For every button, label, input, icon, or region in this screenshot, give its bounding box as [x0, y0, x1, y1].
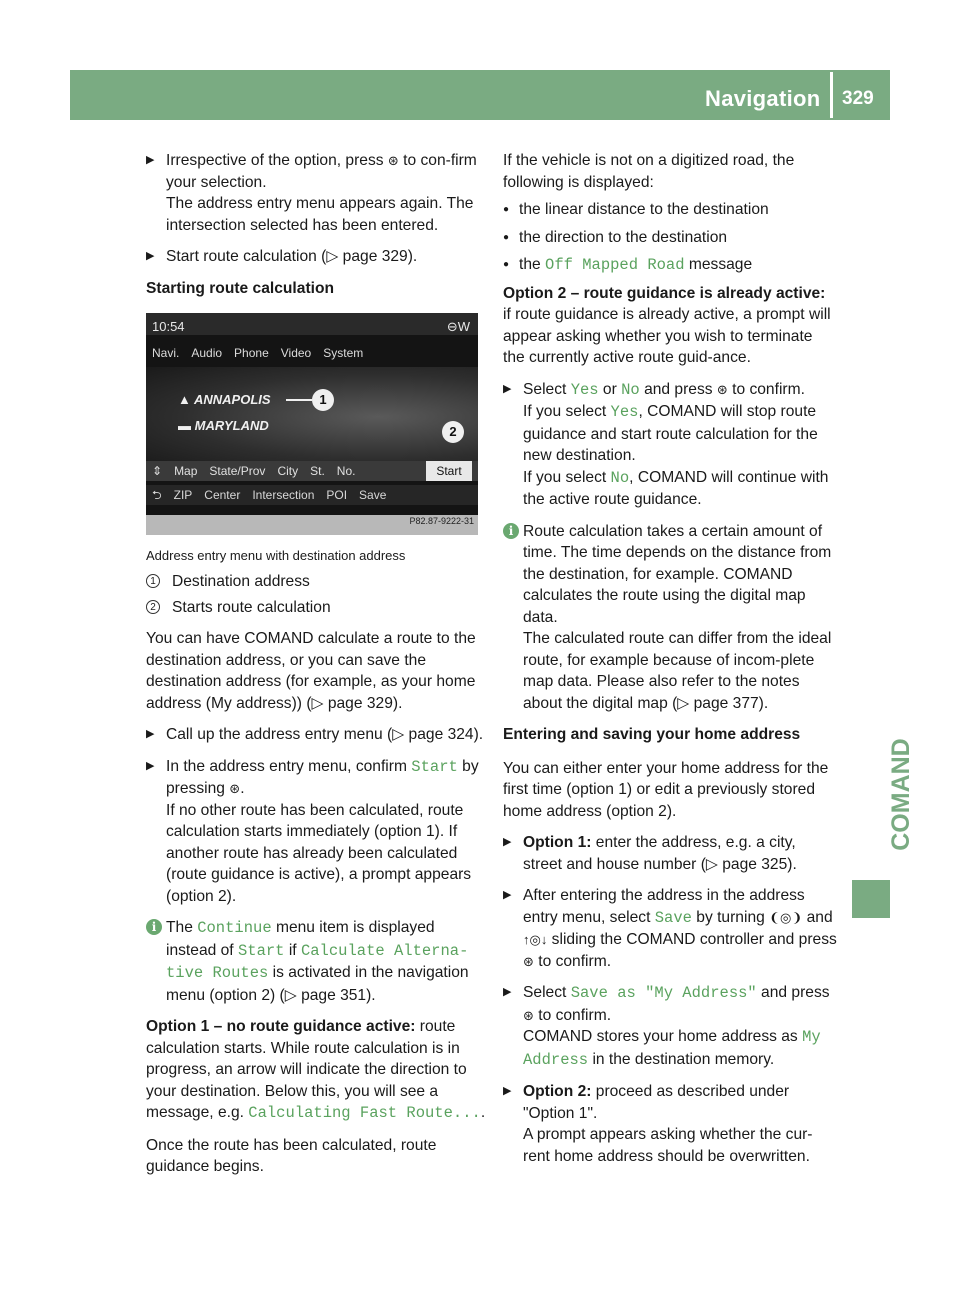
legend-item: 1 Destination address — [146, 571, 486, 593]
menu-code: Save as "My Address" — [570, 984, 757, 1002]
instruction-item: ▶ Select Save as "My Address" and press ⊛ to confirm. COMAND stores your home address as My Address in the destination memory. — [503, 982, 837, 1071]
list-item: ● the direction to the destination — [503, 227, 837, 249]
info-note: i The Continue menu item is displayed instead of Start if Calculate Alterna-tive Routes is activated in the navigation menu (option 2) (▷ page 351). — [146, 917, 486, 1006]
section-title: Navigation — [705, 86, 821, 111]
left-column — [146, 150, 486, 1188]
screen-menu-item: Navi. — [152, 346, 180, 360]
screen-bar-item: Intersection — [252, 488, 315, 502]
page-number: 329 — [842, 88, 874, 109]
menu-code: Off Mapped Road — [545, 256, 685, 274]
screen-bar-item: Center — [204, 488, 241, 502]
instruction-item: ▶ Option 2: proceed as described under "Option 1". A prompt appears asking whether the cur-rent home address should be overwritten. — [503, 1081, 837, 1167]
right-column — [503, 150, 837, 1177]
comand-screenshot — [146, 313, 478, 535]
screen-destination-city: ▲ ANNAPOLIS — [178, 392, 271, 407]
menu-code: Yes — [570, 380, 599, 399]
screen-menu-item: Phone — [234, 346, 269, 360]
screen-start-button: Start — [426, 461, 472, 481]
callout-line — [286, 399, 312, 401]
controller-press-icon: ⊛ — [387, 153, 399, 168]
menu-code: Calculate Alterna-tive Routes — [166, 941, 469, 982]
section-heading: Entering and saving your home address — [503, 726, 801, 743]
screen-main-menu — [146, 343, 478, 363]
legend-number: 2 — [146, 600, 160, 614]
screen-function-bar — [146, 485, 478, 505]
screen-bar-item: POI — [326, 488, 348, 502]
paragraph: You can have COMAND calculate a route to the destination address, or you can save the destination address (for example, as your home address (My address)) (▷ page 329). — [146, 630, 476, 712]
controller-press-icon: ⊛ — [523, 1007, 534, 1023]
menu-code: No — [610, 468, 630, 487]
info-note: i Route calculation takes a certain amount of time. The time depends on the distance from the destination, for example. COMAND calculates the route using the digital map data. The calculated route can differ from the ideal route, for example because of incom-plete map data. Please also refer to the notes about the digital map (▷ page 377). — [503, 521, 837, 715]
screen-bar-item: City — [277, 464, 299, 478]
list-item: ● the Off Mapped Road message — [503, 254, 837, 277]
screen-bar-item: Save — [359, 488, 387, 502]
screen-status-bar — [146, 313, 478, 335]
screen-menu-item: System — [323, 346, 364, 360]
paragraph: Option 1 – no route guidance active: route calculation starts. While route calculation is in progress, an arrow will indicate the direction to your destination. Below this, you will see a message, e.g. Calculating Fast Route.... — [146, 1018, 486, 1122]
paragraph: Once the route has been calculated, route guidance begins. — [146, 1136, 437, 1175]
paragraph: If the vehicle is not on a digitized road, the following is displayed: — [503, 152, 795, 191]
paragraph: Option 2 – route guidance is already active: if route guidance is already active, a prompt will appear asking whether you wish to terminate the currently active route guid-ance. — [503, 284, 831, 366]
info-icon: i — [503, 523, 519, 539]
instruction-item: ▶ Call up the address entry menu (▷ page 324). — [146, 724, 486, 746]
back-icon: ⮌ — [152, 488, 162, 502]
screen-status: ⊖W — [446, 319, 470, 334]
instruction-item: ▶ Start route calculation (▷ page 329). — [146, 246, 486, 268]
controller-turn-icon: ❨◎❩ — [769, 909, 803, 925]
menu-code: Continue — [197, 919, 272, 937]
info-icon: i — [146, 919, 162, 935]
controller-press-icon: ⊛ — [523, 953, 534, 969]
screen-bar-item: ⇕ — [152, 464, 163, 478]
screen-bar-item: ZIP — [173, 488, 193, 502]
callout-1: 1 — [312, 389, 334, 411]
menu-code: Calculating Fast Route... — [248, 1104, 481, 1122]
legend-number: 1 — [146, 574, 160, 588]
screen-bar-item: St. — [310, 464, 325, 478]
screen-menu-item: Video — [280, 346, 312, 360]
screen-time: 10:54 — [152, 319, 185, 334]
figure-caption: Address entry menu with destination address — [146, 548, 406, 563]
screen-bar-item: State/Prov — [209, 464, 266, 478]
instruction-item: ▶ Irrespective of the option, press ⊛ to con-firm your selection. The address entry menu appears again. The intersection selected has been entered. — [146, 150, 486, 236]
list-item: ● the linear distance to the destination — [503, 199, 837, 221]
instruction-item: ▶ Option 1: enter the address, e.g. a city, street and house number (▷ page 325). — [503, 832, 837, 875]
controller-press-icon: ⊛ — [229, 781, 241, 796]
image-code: P82.87-9222-31 — [409, 515, 474, 526]
instruction-item: ▶ In the address entry menu, confirm Start by pressing ⊛. If no other route has been calculated, route calculation starts immediately (option 1). If another route has already been calculated (route guidance is active), a prompt appears (option 2). — [146, 756, 486, 908]
side-tab-marker — [852, 880, 890, 918]
menu-code: No — [621, 380, 640, 399]
instruction-item: ▶ After entering the address in the address entry menu, select Save by turning ❨◎❩ and ↑◎↓ sliding the COMAND controller and press ⊛ to confirm. — [503, 885, 837, 972]
menu-code: Save — [654, 908, 692, 927]
screen-destination-state: ▬ MARYLAND — [178, 418, 269, 433]
menu-code: Start — [411, 757, 458, 776]
screen-bar-item: No. — [336, 464, 356, 478]
legend-item: 2 Starts route calculation — [146, 597, 486, 619]
controller-press-icon: ⊛ — [716, 381, 728, 397]
side-tab-label: COMAND — [886, 738, 915, 851]
paragraph: You can either enter your home address for the first time (option 1) or edit a previously stored home address (option 2). — [503, 759, 829, 820]
screen-bar-item: Map — [174, 464, 198, 478]
callout-2: 2 — [442, 421, 464, 443]
instruction-item: ▶ Select Yes or No and press ⊛ to confirm. If you select Yes, COMAND will stop route guidance and start route calculation for the new destination. If you select No, COMAND will continue with the active route guidance. — [503, 379, 837, 511]
section-heading: Starting route calculation — [146, 279, 335, 297]
menu-code: Yes — [610, 403, 639, 421]
screen-menu-item: Audio — [191, 346, 223, 360]
header-divider — [830, 72, 833, 118]
controller-slide-icon: ↑◎↓ — [523, 932, 548, 947]
menu-code: Start — [237, 941, 285, 960]
menu-code: My Address — [523, 1028, 821, 1069]
